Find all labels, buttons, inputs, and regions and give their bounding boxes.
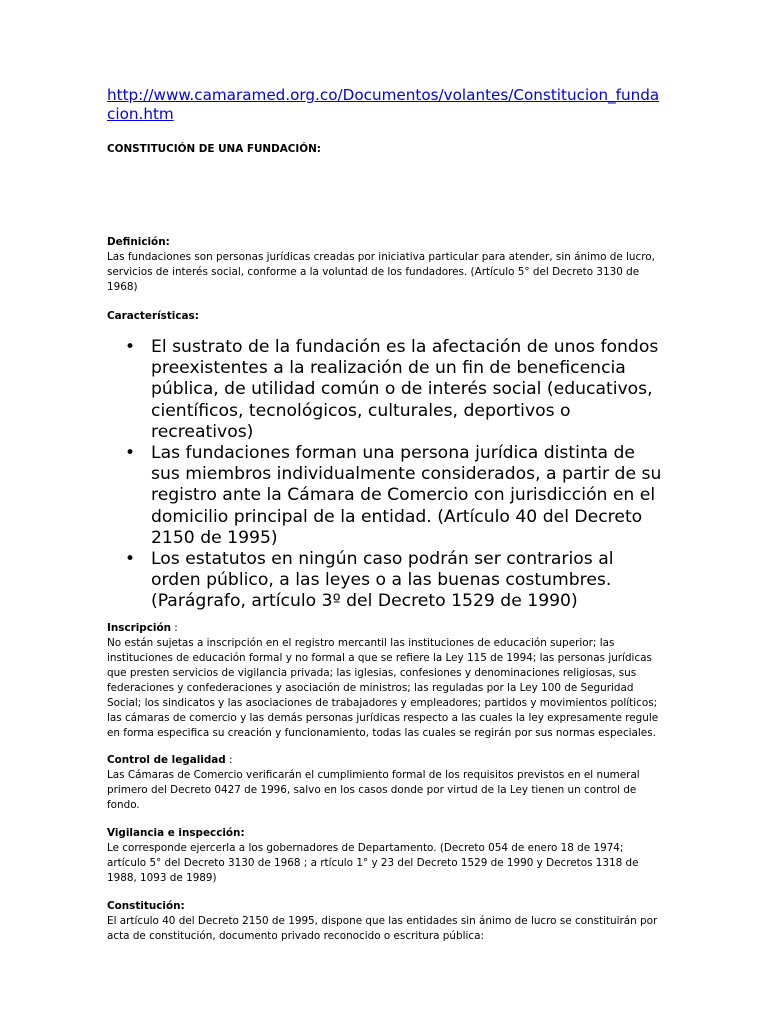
source-link[interactable]: http://www.camaramed.org.co/Documentos/volantes/Constitucion_fundacion.htm bbox=[107, 86, 660, 123]
list-item bbox=[107, 443, 663, 549]
inscripcion-section bbox=[107, 621, 663, 741]
bullet-icon: • bbox=[125, 443, 136, 464]
vigilancia-heading: Vigilancia e inspección: bbox=[107, 826, 245, 839]
bullet-icon: • bbox=[125, 549, 136, 570]
constitucion-section bbox=[107, 899, 663, 944]
caracteristicas-heading: Características: bbox=[107, 310, 199, 322]
list-item-text: El sustrato de la fundación es la afectación de unos fondos preexistentes a la realización de un fin de beneficencia pública, de utilidad común o de interés social (educativos, científicos, tecnológicos, culturales, deportivos o recreativos) bbox=[151, 337, 659, 442]
control-heading: Control de legalidad bbox=[107, 753, 226, 766]
list-item-text: Las fundaciones forman una persona jurídica distinta de sus miembros individualmente considerados, a partir de su registro ante la Cámara de Comercio con jurisdicción en el domicilio principal de la entidad. (Artículo 40 del Decreto 2150 de 1995) bbox=[151, 443, 662, 548]
control-heading-suffix: : bbox=[225, 753, 233, 766]
list-item-text: Los estatutos en ningún caso podrán ser contrarios al orden público, a las leyes o a las buenas costumbres. (Parágrafo, artículo 3º del Decreto 1529 de 1990) bbox=[151, 549, 614, 612]
vigilancia-text: Le corresponde ejercerla a los gobernadores de Departamento. (Decreto 054 de enero 18 de 1974; artículo 5° del Decreto 3130 de 1968 ; a rtículo 1° y 23 del Decreto 1529 de 1990 y Decretos 1318 de 1988, 1093 de 1989) bbox=[107, 841, 639, 884]
constitucion-heading: Constitución: bbox=[107, 899, 185, 912]
inscripcion-heading-suffix: : bbox=[171, 621, 178, 634]
inscripcion-heading: Inscripción bbox=[107, 621, 171, 634]
control-heading-line bbox=[107, 753, 663, 768]
control-text: Las Cámaras de Comercio verificarán el cumplimiento formal de los requisitos previstos en el numeral primero del Decreto 0427 de 1996, salvo en los casos donde por virtud de la Ley tienen un control de fondo. bbox=[107, 768, 640, 811]
inscripcion-heading-line bbox=[107, 621, 663, 636]
inscripcion-text: No están sujetas a inscripción en el registro mercantil las instituciones de educación superior; las instituciones de educación formal y no formal a que se refiere la Ley 115 de 1994; las personas jurídicas que presten servicios de vigilancia privada; las iglesias, confesiones y denominaciones religiosas, sus federaciones y confederaciones y asociación de ministros; las reguladas por la Ley 100 de Seguridad Social; los sindicatos y las asociaciones de trabajadores y empleadores; partidos y movimientos políticos; las cámaras de comercio y las demás personas jurídicas respecto a las cuales la ley expresamente regule en forma especifica su creación y funcionamiento, todas las cuales se regirán por sus normas especiales. bbox=[107, 636, 659, 739]
document-title: CONSTITUCIÓN DE UNA FUNDACIÓN: bbox=[107, 143, 321, 155]
list-item bbox=[107, 549, 663, 613]
vigilancia-section bbox=[107, 826, 663, 886]
control-section bbox=[107, 753, 663, 813]
definicion-section bbox=[107, 235, 663, 295]
document-page bbox=[107, 86, 663, 944]
caracteristicas-section bbox=[107, 309, 663, 324]
caracteristicas-list bbox=[107, 337, 663, 613]
definicion-text: Las fundaciones son personas jurídicas creadas por iniciativa particular para atender, sin ánimo de lucro, servicios de interés social, conforme a la voluntad de los fundadores. (Artículo 5° del Decreto 3130 de 1968) bbox=[107, 251, 655, 293]
constitucion-text: El artículo 40 del Decreto 2150 de 1995, dispone que las entidades sin ánimo de lucro se constituirán por acta de constitución, documento privado reconocido o escritura pública: bbox=[107, 914, 658, 942]
list-item bbox=[107, 337, 663, 443]
definicion-heading: Definición: bbox=[107, 236, 170, 248]
bullet-icon: • bbox=[125, 337, 136, 357]
